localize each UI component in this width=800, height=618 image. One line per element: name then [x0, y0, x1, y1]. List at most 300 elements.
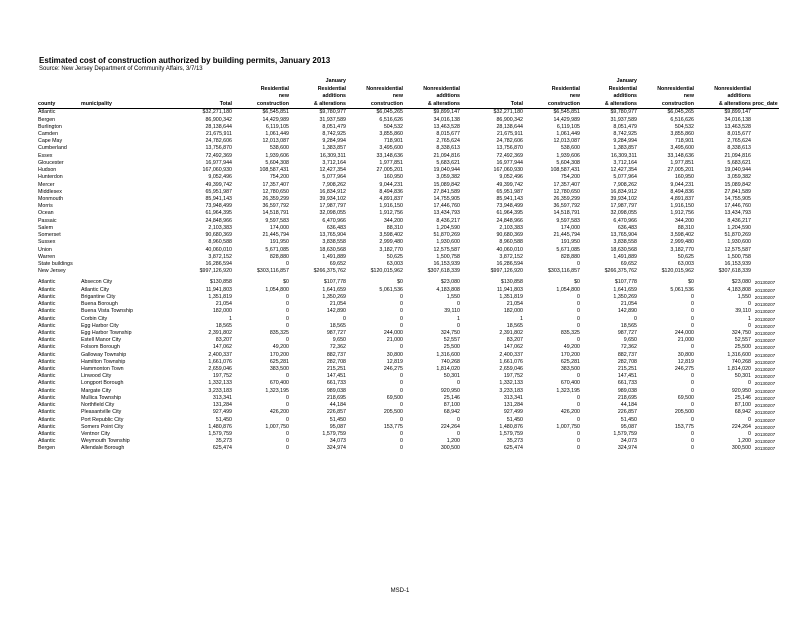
table-cell: 20130207: [754, 410, 776, 416]
table-cell: [81, 117, 159, 124]
column-header: new: [278, 93, 289, 100]
table-cell: 31,937,589: [319, 116, 346, 123]
column-header: [81, 93, 159, 101]
table-cell: 20130207: [754, 388, 776, 394]
table-cell: 920,950: [440, 387, 460, 394]
table-cell: 20130207: [754, 338, 776, 344]
table-cell: [751, 239, 779, 246]
table-cell: 191,950: [269, 239, 289, 246]
municipality-row: [38, 417, 779, 424]
table-cell: 167,060,930: [202, 167, 232, 174]
table-cell: Essex: [38, 152, 53, 159]
table-cell: Atlantic: [38, 293, 56, 300]
table-cell: 83,207: [506, 337, 523, 344]
table-cell: Atlantic: [38, 329, 56, 336]
table-cell: 20130207: [754, 439, 776, 445]
table-cell: 1,316,600: [727, 351, 751, 358]
table-cell: 1,916,150: [670, 203, 694, 210]
table-cell: 282,708: [326, 358, 346, 365]
table-cell: 142,890: [617, 308, 637, 315]
table-cell: 0: [691, 301, 694, 308]
table-cell: 20130207: [754, 395, 776, 401]
table-cell: 1,491,889: [322, 253, 346, 260]
table-cell: 21,000: [677, 337, 694, 344]
table-cell: 1,200: [737, 438, 751, 445]
table-cell: [81, 203, 159, 210]
column-header: construction: [232, 101, 289, 109]
table-cell: 20130207: [754, 432, 776, 437]
table-cell: Cape May: [38, 138, 63, 145]
table-cell: 8,494,836: [670, 188, 694, 195]
municipality-row: [38, 330, 779, 337]
table-cell: 21,445,794: [553, 232, 580, 239]
column-header: Residential: [608, 85, 637, 92]
table-cell: Buena Vista Township: [81, 308, 133, 315]
table-cell: 36,597,792: [262, 203, 289, 210]
table-cell: 36,597,792: [553, 203, 580, 210]
municipality-row: [38, 409, 779, 416]
column-header: [460, 78, 523, 86]
table-cell: 1,351,819: [499, 293, 523, 300]
table-cell: 25,146: [734, 394, 751, 401]
table-cell: 8,742,925: [322, 131, 346, 138]
table-cell: 9,597,583: [265, 217, 289, 224]
table-cell: 13,765,904: [319, 232, 346, 239]
table-cell: 324,750: [731, 329, 751, 336]
county-row: [38, 182, 779, 189]
table-cell: 0: [286, 260, 289, 267]
table-cell: [751, 160, 779, 167]
column-header: additions: [436, 93, 460, 100]
table-cell: 34,073: [329, 438, 346, 445]
table-cell: 21,000: [386, 337, 403, 344]
table-cell: 20130207: [754, 417, 776, 423]
column-header: [159, 86, 232, 94]
table-cell: [751, 196, 779, 203]
table-cell: 19,040,944: [433, 167, 460, 174]
table-cell: 51,450: [215, 416, 232, 423]
table-cell: 39,110: [444, 308, 460, 315]
county-row: [38, 124, 779, 131]
column-header: [159, 93, 232, 101]
municipality-row: [38, 337, 779, 344]
table-cell: 50,625: [677, 253, 694, 260]
table-cell: 182,000: [212, 308, 232, 315]
table-cell: 83,207: [215, 337, 232, 344]
table-cell: 25,500: [734, 344, 751, 351]
table-cell: [81, 138, 159, 145]
table-cell: 0: [748, 322, 751, 329]
table-cell: 50,301: [734, 373, 751, 380]
table-cell: 20130207: [754, 280, 776, 286]
table-cell: 147,062: [212, 344, 232, 351]
table-cell: 754,200: [269, 174, 289, 181]
table-cell: $120,015,962: [661, 268, 694, 275]
column-header: Residential: [260, 85, 289, 92]
table-cell: 13,756,870: [205, 145, 232, 152]
table-cell: 987,727: [326, 329, 346, 336]
table-cell: 51,870,269: [433, 232, 460, 239]
table-cell: 0: [577, 301, 580, 308]
table-cell: 538,600: [269, 145, 289, 152]
table-cell: 24,848,966: [496, 217, 523, 224]
table-cell: Atlantic: [38, 344, 56, 351]
table-cell: 34,016,138: [724, 116, 751, 123]
table-cell: Morris: [38, 203, 53, 210]
column-header: Nonresidential: [714, 85, 751, 92]
table-cell: Weymouth Township: [81, 438, 130, 445]
table-cell: 1,316,600: [436, 351, 460, 358]
table-cell: 27,005,201: [376, 167, 403, 174]
table-cell: 65,951,987: [496, 188, 523, 195]
table-cell: 63,003: [677, 260, 694, 267]
table-cell: [81, 167, 159, 174]
column-header: Nonresidential: [423, 85, 460, 92]
table-cell: 108,587,431: [259, 167, 289, 174]
table-cell: Camden: [38, 131, 59, 138]
table-cell: 0: [691, 308, 694, 315]
table-cell: 12,819: [677, 358, 694, 365]
table-cell: $307,618,339: [718, 268, 751, 275]
table-cell: $266,375,762: [313, 268, 346, 275]
column-header: proc_date: [751, 101, 779, 109]
table-cell: [81, 196, 159, 203]
table-cell: [751, 167, 779, 174]
table-cell: 5,604,308: [265, 159, 289, 166]
table-cell: 2,400,337: [208, 351, 232, 358]
table-cell: 27,841,589: [724, 188, 751, 195]
table-cell: 828,880: [560, 253, 580, 260]
table-cell: $107,778: [323, 279, 346, 286]
table-cell: 740,268: [440, 358, 460, 365]
table-cell: 50,625: [386, 253, 403, 260]
table-cell: 15,089,842: [433, 181, 460, 188]
table-cell: 12,575,587: [724, 246, 751, 253]
table-cell: 16,309,311: [319, 152, 346, 159]
column-header: Residential: [317, 85, 346, 92]
table-cell: 20130207: [754, 287, 776, 293]
table-cell: $0: [574, 279, 580, 286]
table-cell: $9,780,977: [319, 109, 346, 116]
table-cell: 3,233,183: [208, 387, 232, 394]
table-cell: 51,450: [506, 416, 523, 423]
table-cell: 0: [691, 315, 694, 322]
county-row: [38, 254, 779, 261]
table-cell: Bergen: [38, 116, 56, 123]
table-cell: 14,518,791: [262, 210, 289, 217]
table-cell: 218,695: [326, 394, 346, 401]
table-cell: 170,200: [269, 351, 289, 358]
table-cell: 8,742,925: [613, 131, 637, 138]
table-cell: 0: [400, 308, 403, 315]
table-cell: [81, 210, 159, 217]
table-cell: $266,375,762: [604, 268, 637, 275]
table-cell: 504,532: [383, 123, 403, 130]
table-cell: 3,872,152: [208, 253, 232, 260]
page-title: Estimated cost of construction authorized by building permits, January 2013: [39, 56, 331, 65]
table-cell: 153,775: [674, 423, 694, 430]
table-cell: 3,495,600: [670, 145, 694, 152]
table-cell: 69,652: [329, 260, 346, 267]
municipality-row: [38, 279, 779, 286]
table-cell: 1,814,020: [436, 366, 460, 373]
table-cell: 625,281: [560, 358, 580, 365]
table-cell: [751, 117, 779, 124]
table-cell: Atlantic: [38, 337, 56, 344]
table-cell: 344,200: [383, 217, 403, 224]
column-header: [523, 78, 580, 86]
table-cell: 32,098,055: [319, 210, 346, 217]
table-cell: 0: [691, 293, 694, 300]
table-cell: Mercer: [38, 181, 55, 188]
table-cell: Egg Harbor City: [81, 322, 119, 329]
table-cell: 0: [286, 293, 289, 300]
table-cell: 197,752: [503, 373, 523, 380]
table-cell: [81, 232, 159, 239]
table-header: [38, 78, 779, 109]
table-cell: 226,857: [326, 409, 346, 416]
table-cell: 8,960,588: [499, 239, 523, 246]
table-cell: 27,005,201: [667, 167, 694, 174]
table-cell: 324,750: [440, 329, 460, 336]
column-header: [460, 93, 523, 101]
table-cell: 8,015,677: [436, 131, 460, 138]
table-cell: Port Republic City: [81, 416, 124, 423]
column-header: [38, 78, 81, 86]
table-cell: 13,434,793: [724, 210, 751, 217]
table-cell: 1,912,756: [670, 210, 694, 217]
table-cell: 88,310: [677, 224, 694, 231]
table-cell: 174,000: [269, 224, 289, 231]
table-cell: Atlantic: [38, 431, 56, 437]
table-cell: 1,323,195: [556, 387, 580, 394]
county-row: [38, 153, 779, 160]
column-header: & alterations: [403, 101, 460, 109]
table-cell: 28,138,644: [496, 123, 523, 130]
table-cell: 0: [457, 431, 460, 437]
column-header: [460, 86, 523, 94]
table-cell: 12,819: [386, 358, 403, 365]
county-row: [38, 247, 779, 254]
table-cell: Allendale Borough: [81, 445, 125, 452]
table-cell: Burlington: [38, 123, 62, 130]
table-cell: 3,495,600: [379, 145, 403, 152]
table-cell: 0: [577, 438, 580, 445]
table-cell: 27,841,589: [433, 188, 460, 195]
table-cell: 215,251: [617, 366, 637, 373]
table-cell: [751, 210, 779, 217]
table-cell: [751, 153, 779, 160]
table-cell: Atlantic: [38, 416, 56, 423]
table-cell: $303,116,857: [547, 268, 580, 275]
municipality-row: [38, 344, 779, 351]
county-row: [38, 145, 779, 152]
table-cell: Cumberland: [38, 145, 67, 152]
table-cell: 40,060,010: [496, 246, 523, 253]
table-cell: 131,284: [503, 402, 523, 409]
table-cell: 5,671,085: [265, 246, 289, 253]
table-cell: 0: [577, 337, 580, 344]
construction-cost-table: [38, 78, 776, 453]
county-row: [38, 218, 779, 225]
table-cell: 21,054: [620, 301, 637, 308]
table-cell: 0: [400, 293, 403, 300]
table-cell: 6,470,966: [322, 217, 346, 224]
table-cell: Atlantic: [38, 373, 56, 380]
table-cell: Atlantic: [38, 423, 56, 430]
table-cell: 44,184: [329, 402, 346, 409]
table-cell: 20130207: [754, 403, 776, 409]
table-cell: 21,054: [215, 301, 232, 308]
table-cell: 987,727: [617, 329, 637, 336]
table-cell: Galloway Township: [81, 351, 127, 358]
table-cell: 0: [400, 380, 403, 387]
table-cell: 167,060,930: [493, 167, 523, 174]
table-cell: 8,436,217: [727, 217, 751, 224]
column-header: January: [325, 78, 346, 84]
table-cell: 426,200: [560, 409, 580, 416]
table-cell: 313,341: [212, 394, 232, 401]
county-row: [38, 261, 779, 268]
table-cell: 14,429,989: [262, 116, 289, 123]
table-cell: 740,268: [731, 358, 751, 365]
table-cell: 17,446,760: [433, 203, 460, 210]
table-cell: 63,003: [386, 260, 403, 267]
municipality-row: [38, 366, 779, 373]
table-cell: $0: [397, 279, 403, 286]
table-cell: 1,661,076: [499, 358, 523, 365]
table-cell: 661,733: [617, 380, 637, 387]
table-cell: 51,450: [620, 416, 637, 423]
table-cell: Margate City: [81, 387, 112, 394]
column-header: [232, 78, 289, 86]
table-cell: [81, 225, 159, 232]
table-cell: 12,575,587: [433, 246, 460, 253]
table-cell: 33,148,636: [667, 152, 694, 159]
table-cell: Atlantic City: [81, 286, 109, 293]
table-cell: [751, 131, 779, 138]
table-cell: 39,934,102: [319, 196, 346, 202]
table-cell: 72,492,369: [496, 152, 523, 159]
column-header: additions: [727, 93, 751, 100]
table-cell: Atlantic: [38, 351, 56, 358]
column-header: Total: [460, 101, 523, 109]
table-cell: 90,680,369: [496, 232, 523, 239]
column-header: Nonresidential: [657, 85, 694, 92]
column-header: [751, 86, 779, 94]
table-cell: 1,930,600: [436, 239, 460, 246]
table-cell: Atlantic: [38, 380, 56, 387]
table-body: [38, 109, 779, 453]
table-cell: 344,200: [674, 217, 694, 224]
table-cell: 383,500: [560, 366, 580, 373]
table-cell: 16,977,944: [496, 159, 523, 166]
column-header: [159, 78, 232, 86]
table-cell: 3,598,402: [670, 232, 694, 239]
table-cell: 2,103,383: [499, 224, 523, 231]
column-header: construction: [523, 101, 580, 109]
table-cell: 160,950: [674, 174, 694, 181]
table-cell: 1,579,759: [208, 431, 232, 437]
table-cell: 14,429,989: [553, 116, 580, 123]
table-cell: 1,977,851: [670, 159, 694, 166]
table-cell: 1: [520, 315, 523, 322]
county-row: [38, 203, 779, 210]
table-cell: 85,941,143: [496, 196, 523, 202]
municipality-row: [38, 388, 779, 395]
table-cell: 1,200: [446, 438, 460, 445]
table-cell: 7,908,262: [322, 181, 346, 188]
municipality-row: [38, 287, 779, 294]
table-cell: 20130207: [754, 367, 776, 373]
table-cell: 2,659,046: [499, 366, 523, 373]
table-cell: 21,675,911: [496, 131, 523, 138]
table-cell: 68,942: [734, 409, 751, 416]
table-cell: 324,974: [617, 445, 637, 452]
table-cell: 215,251: [326, 366, 346, 373]
table-cell: 28,138,644: [205, 123, 232, 130]
table-cell: 1,814,020: [727, 366, 751, 373]
municipality-row: [38, 294, 779, 301]
table-cell: 3,059,382: [727, 174, 751, 181]
table-cell: 33,148,636: [376, 152, 403, 159]
table-cell: 8,494,836: [379, 188, 403, 195]
municipality-row: [38, 395, 779, 402]
table-cell: 73,948,499: [205, 203, 232, 210]
table-cell: 5,061,536: [670, 286, 694, 293]
table-cell: 1,061,449: [265, 131, 289, 138]
county-row: [38, 174, 779, 181]
table-cell: Brigantine City: [81, 293, 116, 300]
table-cell: 1,350,269: [613, 293, 637, 300]
table-cell: [751, 203, 779, 210]
table-cell: 0: [400, 301, 403, 308]
column-header: construction: [346, 101, 403, 109]
table-cell: 3,059,382: [436, 174, 460, 181]
table-cell: 8,015,677: [727, 131, 751, 138]
table-cell: 718,901: [674, 138, 694, 145]
table-cell: [751, 182, 779, 189]
table-cell: 12,780,650: [262, 188, 289, 195]
table-cell: 16,286,594: [496, 260, 523, 267]
table-cell: Estell Manor City: [81, 337, 122, 344]
table-cell: 1,383,857: [613, 145, 637, 152]
table-cell: [81, 247, 159, 254]
table-cell: 9,650: [623, 337, 637, 344]
county-row: [38, 189, 779, 196]
table-cell: 828,880: [269, 253, 289, 260]
table-cell: Atlantic: [38, 387, 56, 394]
table-cell: 87,100: [734, 402, 751, 409]
table-cell: $997,126,920: [199, 268, 232, 275]
column-header: [346, 78, 403, 86]
table-cell: $307,618,339: [427, 268, 460, 275]
column-header: new: [392, 93, 403, 100]
table-cell: 661,733: [326, 380, 346, 387]
table-cell: 0: [748, 380, 751, 387]
table-cell: 30,800: [386, 351, 403, 358]
table-cell: $9,780,977: [610, 109, 637, 116]
table-cell: $6,045,265: [376, 109, 403, 116]
table-cell: 625,474: [212, 445, 232, 452]
table-cell: 153,775: [383, 423, 403, 430]
county-row: [38, 109, 779, 117]
table-cell: 2,765,624: [436, 138, 460, 145]
table-cell: [751, 174, 779, 181]
table-cell: Gloucester: [38, 159, 64, 166]
table-cell: 2,999,480: [670, 239, 694, 246]
county-row: [38, 268, 779, 275]
